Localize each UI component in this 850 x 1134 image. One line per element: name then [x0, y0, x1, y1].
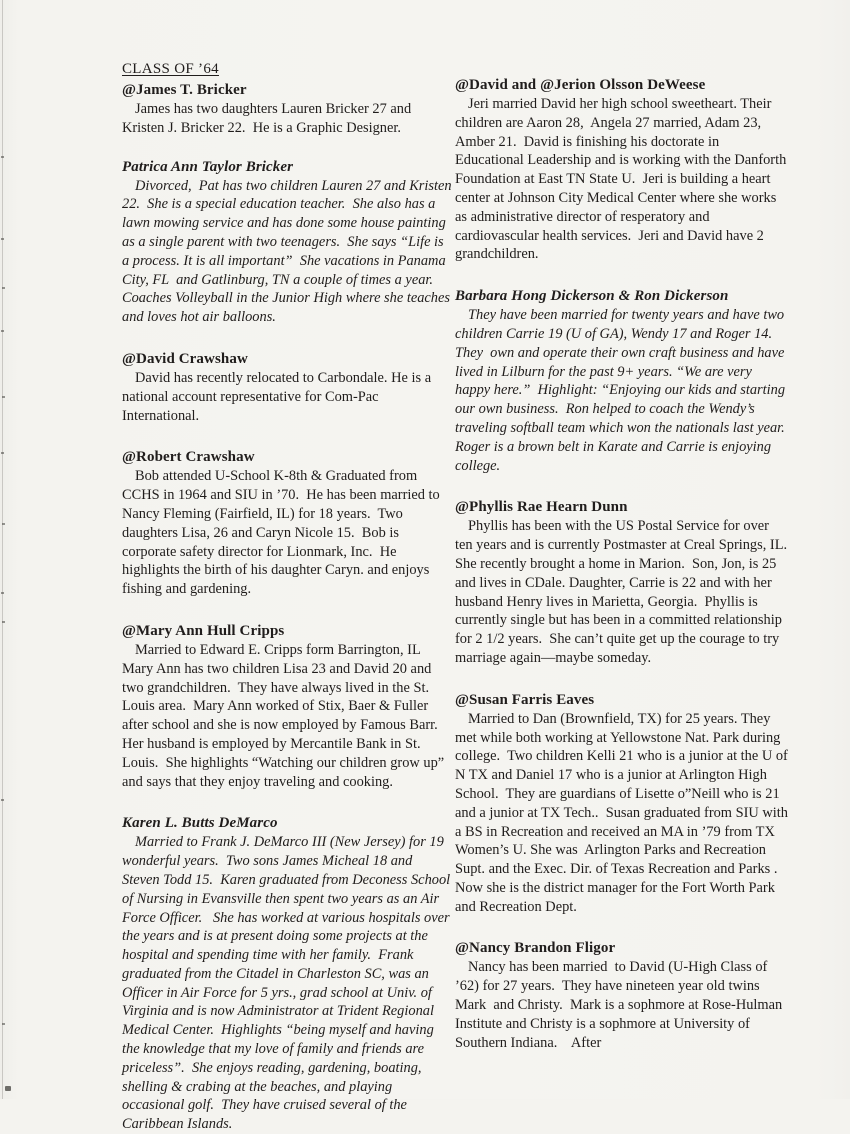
- entry: [122, 622, 452, 791]
- entry-name: Karen L. Butts DeMarco: [122, 815, 278, 832]
- scan-tick: [1, 238, 4, 240]
- scan-tick: [1, 799, 4, 801]
- scan-tick: [1, 592, 4, 594]
- scan-tick: [2, 396, 5, 398]
- entry: [455, 939, 789, 1052]
- scan-tick: [2, 523, 5, 525]
- entry-body: Married to Frank J. DeMarco III (New Jersey) for 19 wonderful years. Two sons James Micheal 18 and Steven Todd 15. Karen graduated from Deconess School of Nursing in Evansville then spent two years as an Air Force Officer. She has worked at various hospitals over the years and is at present doing some projects at the hospital and spending time with her family. Frank graduated from the Citadel in Charleston SC, was an Officer in Air Force for 5 yrs., grad school at Univ. of Virginia and is now Administrator at Trident Regional Medical Center. Highlights “being myself and having the knowledge that my love of family and friends are priceless”. She enjoys reading, gardening, boating, shelling & crabing at the beaches, and playing occasional golf. They have cruised several of the Caribbean Islands.: [122, 834, 454, 1133]
- scan-tick: [2, 1023, 5, 1025]
- entry-body: David has recently relocated to Carbondale. He is a national account representative for Com-Pac International.: [122, 369, 435, 424]
- entry: [455, 76, 789, 264]
- entry-name: @Phyllis Rae Hearn Dunn: [455, 499, 628, 516]
- entry: [122, 448, 452, 599]
- entry-name: @David Crawshaw: [122, 350, 248, 367]
- entry-name: @James T. Bricker: [122, 82, 247, 98]
- class-heading: CLASS OF ’64: [122, 61, 219, 77]
- entry-body: Phyllis has been with the US Postal Service for over ten years and is currently Postmaster at Creal Springs, IL. She recently brought a home in Marion. Son, Jon, is 25 and lives in CDale. Daughter, Carrie is 22 and with her husband Henry lives in Marietta, Georgia. Phyllis is currently single but has been in a committed relationship for 2 1/2 years. She can’t quite get up the courage to try marriage again—maybe someday.: [455, 518, 795, 666]
- entry-name: @David and @Jerion Olsson DeWeese: [455, 77, 706, 93]
- scan-edge-line: [2, 0, 3, 1099]
- left-column: [122, 60, 456, 1134]
- entry: [455, 691, 792, 917]
- entry-body: Nancy has been married to David (U-High Class of ’62) for 27 years. They have nineteen year old twins Mark and Christy. Mark is a sophmore at Rose-Hulman Institute and Christy is a sophmore at University of Southern Indiana. After: [455, 959, 786, 1051]
- entry-body: They have been married for twenty years and have two children Carrie 19 (U of GA), Wendy 17 and Roger 14. They own and operate their own craft business and have lived in Lilburn for the past 9+ years. “We are very happy here.” Highlight: “Enjoying our kids and starting our own business. Ron helped to coach the Wendy’s traveling softball team which won the nationals last year. Roger is a brown belt in Karate and Carrie is enjoying college.: [455, 307, 792, 474]
- entry-name: @Mary Ann Hull Cripps: [122, 622, 285, 639]
- entry-body: Married to Edward E. Cripps form Barrington, IL Mary Ann has two children Lisa 23 and David 20 and two grandchildren. They have always lived in the St. Louis area. Mary Ann worked of Stix, Baer & Fuller after school and she is now employed by Famous Barr. Her husband is employed by Mercantile Bank in St. Louis. She highlights “Watching our children grow up” and says that they enjoy traveling and cooking.: [122, 641, 448, 790]
- entry-body: Divorced, Pat has two children Lauren 27 and Kristen 22. She is a special education teacher. She also has a lawn mowing service and has done some house painting as a single parent with two teenagers. She says “Life is a process. It is all important” She vacations in Panama City, FL and Gatlinburg, TN a couple of times a year. Coaches Volleyball in the Junior High where she teaches and loves hot air balloons.: [122, 177, 456, 326]
- entry: [455, 498, 795, 667]
- entry-name: @Nancy Brandon Fligor: [455, 940, 616, 957]
- right-column: [455, 76, 795, 1052]
- entry: [122, 158, 456, 327]
- entry: [122, 814, 452, 1134]
- entry-name: @Susan Farris Eaves: [455, 691, 595, 708]
- entry: [122, 81, 452, 138]
- entry-body: James has two daughters Lauren Bricker 27 and Kristen J. Bricker 22. He is a Graphic Designer.: [122, 101, 415, 136]
- entry-body: Jeri married David her high school sweetheart. Their children are Aaron 28, Angela 27 married, Adam 23, Amber 21. David is finishing his doctorate in Educational Leadership and is working with the Danforth Foundation at East TN State U. Jeri is building a heart center at Johnson City Medical Center where she works as administrative director of resperatory and cardiovascular health services. Jeri and David have 2 grandchildren.: [455, 96, 790, 263]
- entry: [122, 350, 452, 425]
- entry-name: @Robert Crawshaw: [122, 449, 255, 466]
- entry-body: Married to Dan (Brownfield, TX) for 25 years. They met while both working at Yellowstone Nat. Park during college. Two children Kelli 21 who is a junior at the U of N TX and Daniel 17 who is a junior at Arlington High School. They are guardians of Lisette o”Neill who is 21 and a junior at TX Tech.. Susan graduated from SIU with a BS in Recreation and received an MA in ’79 from TX Women’s U. She was Arlington Parks and Recreation Supt. and the Exec. Dir. of Texas Recreation and Parks . Now she is the district manager for the Fort Worth Park and Recreation Dept.: [455, 710, 792, 915]
- scan-tick: [1, 330, 4, 332]
- scan-tick: [1, 156, 4, 158]
- scan-mark-bottom-left: [5, 1086, 11, 1091]
- entry: [455, 287, 792, 475]
- entry-name: Patrica Ann Taylor Bricker: [122, 158, 294, 175]
- entry-body: Bob attended U-School K-8th & Graduated from CCHS in 1964 and SIU in ’70. He has been married to Nancy Fleming (Fairfield, IL) for 18 years. Two daughters Lisa, 26 and Caryn Nicole 15. Bob is corporate safety director for Lionmark, Inc. He highlights the birth of his daughter Caryn. and enjoys fishing and gardening.: [122, 468, 444, 598]
- entry-name: Barbara Hong Dickerson & Ron Dickerson: [455, 288, 729, 305]
- scan-tick: [2, 621, 5, 623]
- scan-tick: [1, 452, 4, 454]
- scan-tick: [2, 287, 5, 289]
